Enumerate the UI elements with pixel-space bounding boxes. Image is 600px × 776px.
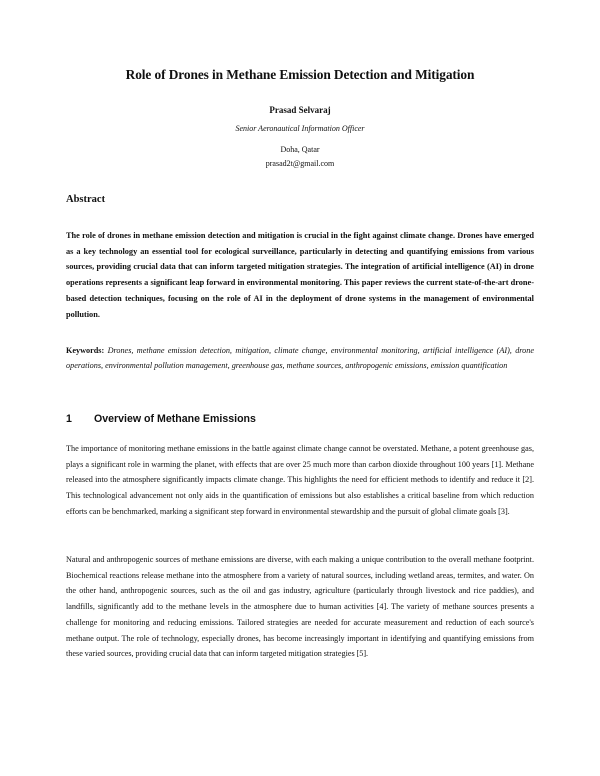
author-location: Doha, Qatar xyxy=(280,145,320,154)
body-paragraph: Natural and anthropogenic sources of methane emissions are diverse, with each making a unique contribution to the overall methane footprint. Biochemical reactions release methane into the atmosphere from a variety of natural sources, including wetland areas, termites, and water. On the other hand, anthropogenic sources, such as the oil and gas industry, agriculture (particularly through livestock and rice paddies), and landfills, significantly add to the methane levels in the atmosphere due to human activities [4]. The variety of methane sources presents a challenge for monitoring and reducing emissions. Tailored strategies are needed for accurate measurement and reduction of each source's methane output. The role of technology, especially drones, has become increasingly important in identifying and quantifying emissions from these varied sources, providing crucial data that can inform targeted mitigation strategies [5]. xyxy=(66,555,534,659)
paper-title: Role of Drones in Methane Emission Detection and Mitigation xyxy=(125,67,475,82)
keywords-label: Keywords: xyxy=(66,346,105,355)
abstract-heading: Abstract xyxy=(66,194,106,205)
section-number: 1 xyxy=(66,413,72,425)
section-title: Overview of Methane Emissions xyxy=(94,413,256,425)
body-paragraph: The importance of monitoring methane emissions in the battle against climate change cannot be overstated. Methane, a potent greenhouse gas, plays a significant role in warming the planet, with effects that are over 25 much more than carbon dioxide throughout 100 years [1]. Methane released into the atmosphere significantly impacts climate change. This highlights the need for efficient methods to identify and reduce it [2]. This technological advancement not only aids in the quantification of emissions but also establishes a critical baseline from which reduction efforts can be benchmarked, marking a significant step forward in environmental stewardship and the pursuit of global climate goals [3]. xyxy=(66,444,534,516)
section-heading xyxy=(66,412,256,426)
keywords xyxy=(66,344,534,373)
abstract-text: The role of drones in methane emission detection and mitigation is crucial in the fight against climate change. Drones have emerged as a key technology an essential tool for ecological surveillance, particularly in detecting and quantifying emissions from various sources, providing crucial data that can inform targeted mitigation strategies. The integration of artificial intelligence (AI) in drone operations represents a significant leap forward in environmental monitoring. This paper reviews the current state-of-the-art drone-based detection techniques, focusing on the role of AI in the deployment of drone systems in the management of environmental pollution. xyxy=(66,231,534,319)
author-affiliation: Senior Aeronautical Information Officer xyxy=(235,124,365,133)
author-name: Prasad Selvaraj xyxy=(269,105,331,115)
keywords-text: Drones, methane emission detection, mitigation, climate change, environmental monitoring, artificial intelligence (AI), drone operations, environmental pollution management, greenhouse gas, methane sources, anthropogenic emissions, emission quantification xyxy=(66,346,534,370)
author-email: prasad2t@gmail.com xyxy=(265,159,335,168)
